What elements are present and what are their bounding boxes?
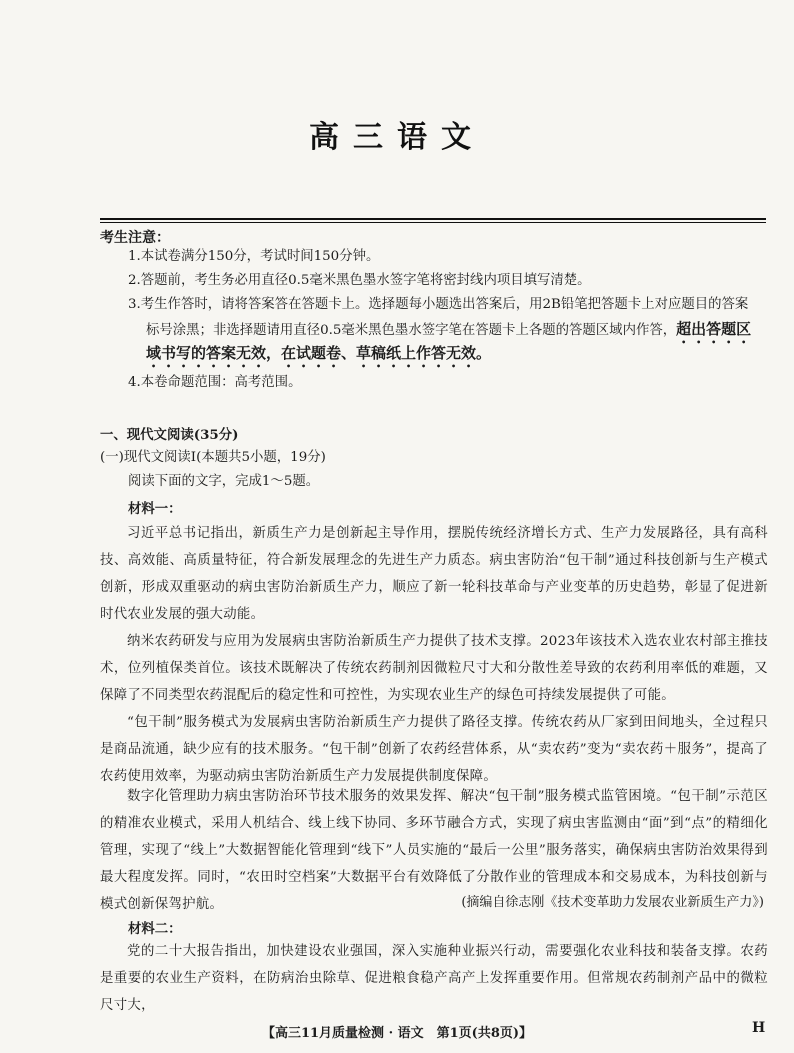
reading-instruction: 阅读下面的文字，完成1～5题。 (128, 474, 320, 489)
notice-item-3-plain: 标号涂黑；非选择题请用直径0.5毫米黑色墨水签字笔在答题卡上各题的答题区域内作答， (146, 323, 677, 338)
notice-heading: 考生注意： (100, 230, 170, 246)
notice-item-3-cont (146, 320, 768, 347)
header-rule (100, 218, 766, 220)
section-heading: 一、现代文阅读(35分) (100, 427, 239, 443)
subsection-heading: (一)现代文阅读Ⅰ(本题共5小题，19分) (100, 450, 326, 465)
material-2-label: 材料二： (128, 921, 182, 937)
notice-item-3: 3.考生作答时，请将答案答在答题卡上。选择题每小题选出答案后，用2B铅笔把答题卡上对应题目的答案 (128, 297, 749, 312)
page-title: 高三语文 (309, 120, 485, 155)
material-1-paragraph-3: “包干制”服务模式为发展病虫害防治新质生产力提供了路径支撑。传统农药从厂家到田间地头，全过程只是商品流通，缺少应有的技术服务。“包干制”创新了农药经营体系，从“卖农药”变为“卖农药＋服务”，提高了农药使用效率，为驱动病虫害防治新质生产力发展提供制度保障。 (100, 715, 768, 784)
material-1-paragraph-4: 数字化管理助力病虫害防治环节技术服务的效果发挥、解决“包干制”服务模式监管困境。“包干制”示范区的精准农业模式，采用人机结合、线上线下协同、多环节融合方式，实现了病虫害监测由“面”到“点”的精细化管理，实现了“线上”大数据智能化管理到“线下”人员实施的“最后一公里”服务落实，确保病虫害防治效果得到最大程度发挥。同时，“农田时空档案”大数据平台有效降低了分散作业的管理成本和交易成本，为科技创新与模式创新保驾护航。 (100, 789, 768, 912)
page-footer: 【高三11月质量检测 · 语文 第1页(共8页)】 (261, 1026, 533, 1041)
material-2-paragraph-1: 党的二十大报告指出，加快建设农业强国，深入实施种业振兴行动，需要强化农业科技和装备支撑。农药是重要的农业生产资料，在防病治虫除草、促进粮食稳产高产上发挥重要作用。但常规农药制剂产品中的微粒尺寸大， (100, 944, 768, 1013)
notice-item-3-bold-line: 域书写的答案无效，在试题卷、草稿纸上作答无效。 (146, 344, 492, 362)
material-1-paragraph-1: 习近平总书记指出，新质生产力是创新起主导作用，摆脱传统经济增长方式、生产力发展路径，具有高科技、高效能、高质量特征，符合新发展理念的先进生产力质态。病虫害防治“包干制”通过科技创新与生产模式创新，形成双重驱动的病虫害防治新质生产力，顺应了新一轮科技革命与产业变革的历史趋势，彰显了促进新时代农业发展的强大动能。 (100, 526, 768, 622)
material-1-paragraph-2: 纳米农药研发与应用为发展病虫害防治新质生产力提供了技术支撑。2023年该技术入选农业农村部主推技术，位列植保类首位。该技术既解决了传统农药制剂因微粒尺寸大和分散性差导致的农药利用率低的难题，又保障了不同类型农药混配后的稳定性和可控性，为实现农业生产的绿色可持续发展提供了可能。 (100, 634, 768, 703)
notice-item-2: 2.答题前，考生务必用直径0.5毫米黑色墨水签字笔将密封线内项目填写清楚。 (128, 273, 591, 288)
notice-item-1: 1.本试卷满分150分，考试时间150分钟。 (128, 249, 380, 264)
material-1-source: (摘编自徐志刚《技术变革助力发展农业新质生产力》) (461, 895, 764, 910)
footer-version-mark: H (752, 1020, 766, 1036)
notice-item-3-bold: 超出答题区 (676, 320, 752, 338)
notice-item-4: 4.本卷命题范围：高考范围。 (128, 375, 302, 390)
header-rule-thin (100, 222, 766, 223)
material-1-label: 材料一： (128, 501, 182, 517)
